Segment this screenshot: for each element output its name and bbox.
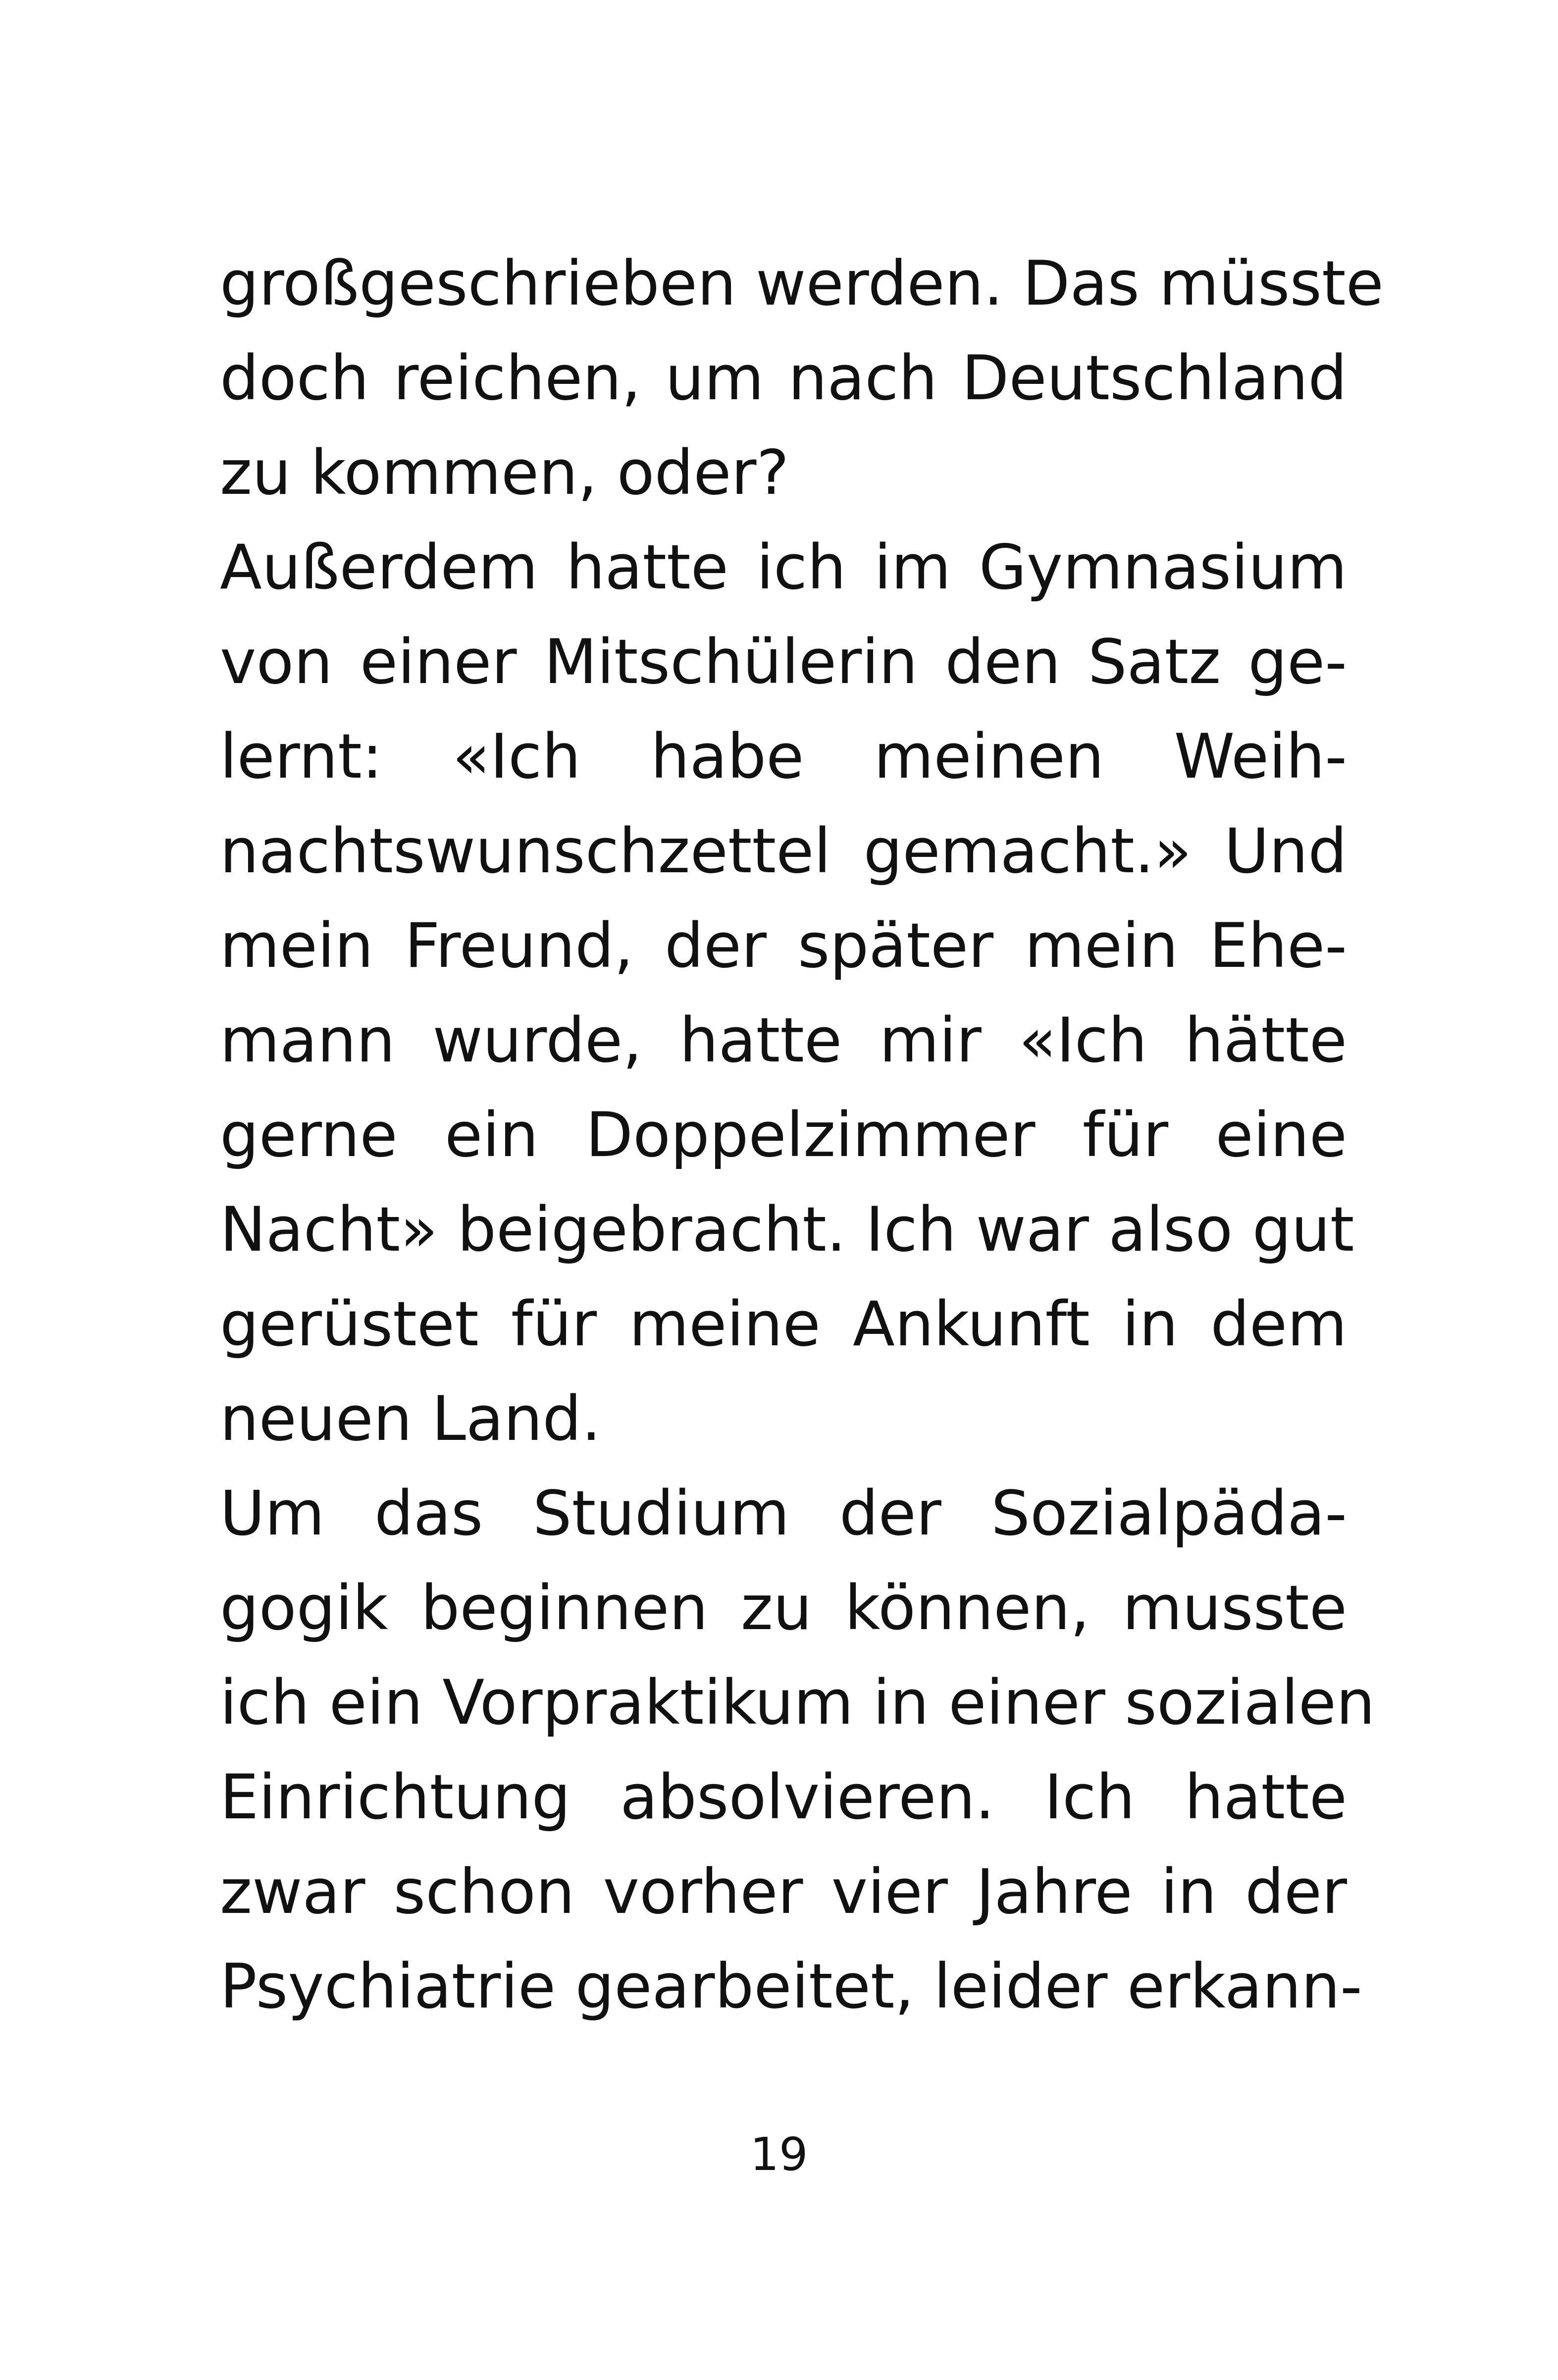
text-line: nachtswunschzettel gemacht.» Und [220,816,1347,887]
text-line: gerne ein Doppelzimmer für eine [220,1100,1347,1171]
body-text [220,237,1384,2034]
text-line: Einrichtung absolvieren. Ich hatte [220,1762,1347,1833]
text-line: gerüstet für meine Ankunft in dem [220,1289,1347,1360]
text-line: mein Freund, der später mein Ehe- [220,910,1347,982]
text-line: doch reichen, um nach Deutschland [220,343,1347,414]
text-line: großgeschrieben werden. Das müsste [220,248,1384,319]
text-line: Psychiatrie gearbeitet, leider erkann- [220,1951,1362,2022]
text-line: Außerdem hatte ich im Gymnasium [220,532,1347,603]
text-line: Nacht» beigebracht. Ich war also gut [220,1194,1354,1266]
text-line: zwar schon vorher vier Jahre in der [220,1856,1347,1928]
page-number: 19 [750,2128,808,2181]
text-line: mann wurde, hatte mir «Ich hätte [220,1005,1347,1076]
text-line: zu kommen, oder? [220,437,789,509]
text-line: lernt: «Ich habe meinen Weih- [220,721,1347,793]
text-line: neuen Land. [220,1383,601,1455]
text-line: gogik beginnen zu können, musste [220,1573,1347,1644]
text-line: Um das Studium der Sozialpäda- [220,1478,1347,1549]
text-line: ich ein Vorpraktikum in einer sozialen [220,1667,1375,1739]
text-line: von einer Mitschülerin den Satz ge- [220,627,1347,698]
